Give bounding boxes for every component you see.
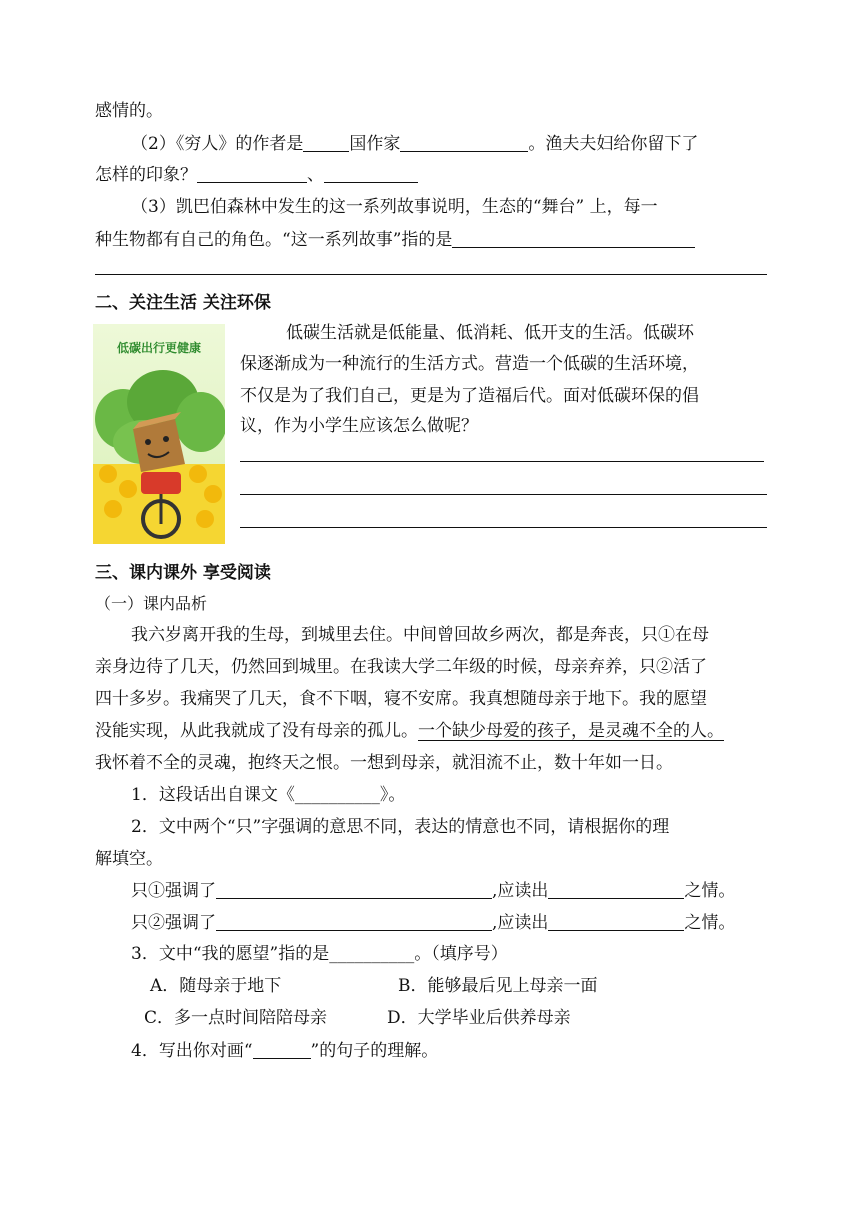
passage-line4-text: 没能实现，从此我就成了没有母亲的孤儿。: [95, 721, 418, 741]
underlined-sentence: 一个缺少母爱的孩子，是灵魂不全的人。: [418, 721, 724, 741]
sec2-answer-line-3[interactable]: [240, 527, 767, 528]
option-a[interactable]: A．随母亲于地下: [150, 976, 282, 996]
question-3: [131, 943, 508, 965]
illustration-caption: 低碳出行更健康: [116, 341, 202, 355]
q1-p2-text-d: 怎样的印象？: [95, 165, 197, 185]
zhi1-label: 只①强调了: [131, 881, 216, 901]
sec2-answer-line-2[interactable]: [240, 494, 767, 495]
zhi2-emphasis-blank[interactable]: [216, 912, 492, 931]
question-4: [131, 1040, 438, 1062]
q1-part2-line1: [131, 133, 698, 155]
series-stories-blank[interactable]: [452, 229, 695, 248]
sec2-body-line4: 议，作为小学生应该怎么做呢？: [240, 416, 478, 436]
q1-part3-line1: （3）凯巴伯森林中发生的这一系列故事说明，生态的“舞台” 上，每一: [131, 197, 658, 217]
passage-line4: [95, 720, 724, 742]
impression-blank-1[interactable]: [197, 164, 307, 183]
section3-subheading: （一）课内品析: [95, 594, 208, 613]
sec2-body-line1: 低碳生活就是低能量、低消耗、低开支的生活。低碳环: [286, 323, 694, 343]
zhi1-emotion-blank[interactable]: [548, 880, 684, 899]
low-carbon-illustration: [93, 324, 225, 544]
q1-p2-sep: 、: [307, 165, 324, 185]
passage-line2: 亲身边待了几天，仍然回到城里。在我读大学二年级的时候，母亲弃养，只②活了: [95, 657, 707, 677]
question-2-line1: 2．文中两个“只”字强调的意思不同，表达的情意也不同，请根据你的理: [131, 817, 670, 837]
zhi1-line: [131, 880, 735, 902]
passage-line3: 四十多岁。我痛哭了几天，食不下咽，寝不安席。我真想随母亲于地下。我的愿望: [95, 689, 707, 709]
q1-text-b: 》。: [379, 785, 406, 805]
sec2-body-line2: 保逐渐成为一种流行的生活方式。营造一个低碳的生活环境，: [240, 354, 699, 374]
q3-text-b: 。（填序号）: [414, 944, 508, 964]
zhi2-line: [131, 912, 735, 934]
q4-underline-mark: [253, 1040, 311, 1059]
zhi1-mid: ,应读出: [492, 881, 549, 901]
zhi2-label: 只②强调了: [131, 913, 216, 933]
zhi2-end: 之情。: [684, 913, 736, 933]
zhi2-emotion-blank[interactable]: [548, 912, 684, 931]
passage-line5: 我怀着不全的灵魂，抱终天之恨。一想到母亲，就泪流不止，数十年如一日。: [95, 753, 673, 773]
question-1: [131, 784, 405, 806]
q1-p2-text-a: （2）《穷人》的作者是: [131, 134, 304, 154]
q1-text-a: 1．这段话出自课文《: [131, 785, 295, 805]
source-text-blank[interactable]: __________: [294, 785, 380, 805]
zhi1-emphasis-blank[interactable]: [216, 880, 492, 899]
q1-p2-text-b: 国作家: [349, 134, 401, 154]
option-d[interactable]: D．大学毕业后供养母亲: [387, 1008, 571, 1028]
passage-line1: 我六岁离开我的生母，到城里去住。中间曾回故乡两次，都是奔丧，只①在母: [131, 625, 709, 645]
sec2-answer-line-1[interactable]: [240, 461, 764, 462]
q1-part3-line2: [95, 229, 695, 251]
author-name-blank[interactable]: [400, 133, 528, 152]
q1-continuation: 感情的。: [95, 101, 163, 121]
question-2-line2: 解填空。: [95, 849, 163, 869]
q4-text-a: 4．写出你对画“: [131, 1041, 253, 1061]
q4-text-b: ”的句子的理解。: [310, 1041, 439, 1061]
q1-part2-line2: [95, 164, 418, 186]
section3-heading: 三、课内课外 享受阅读: [95, 563, 271, 583]
q3-text-a: 3．文中“我的愿望”指的是: [131, 944, 330, 964]
section2-heading: 二、关注生活 关注环保: [95, 293, 271, 313]
cyclist-illustration-icon: [93, 324, 225, 544]
author-country-blank[interactable]: [303, 133, 349, 152]
q1-p2-text-c: 。渔夫夫妇给你留下了: [528, 134, 699, 154]
option-b[interactable]: B．能够最后见上母亲一面: [398, 976, 598, 996]
wish-choice-blank[interactable]: __________: [329, 944, 415, 964]
impression-blank-2[interactable]: [324, 164, 418, 183]
zhi1-end: 之情。: [684, 881, 736, 901]
answer-line[interactable]: [95, 274, 767, 275]
sec2-body-line3: 不仅是为了我们自己，更是为了造福后代。面对低碳环保的倡: [240, 386, 699, 406]
option-c[interactable]: C．多一点时间陪陪母亲: [144, 1008, 328, 1028]
q1-p3-text-b: 种生物都有自己的角色。“这一系列故事”指的是: [95, 230, 453, 250]
zhi2-mid: ,应读出: [492, 913, 549, 933]
